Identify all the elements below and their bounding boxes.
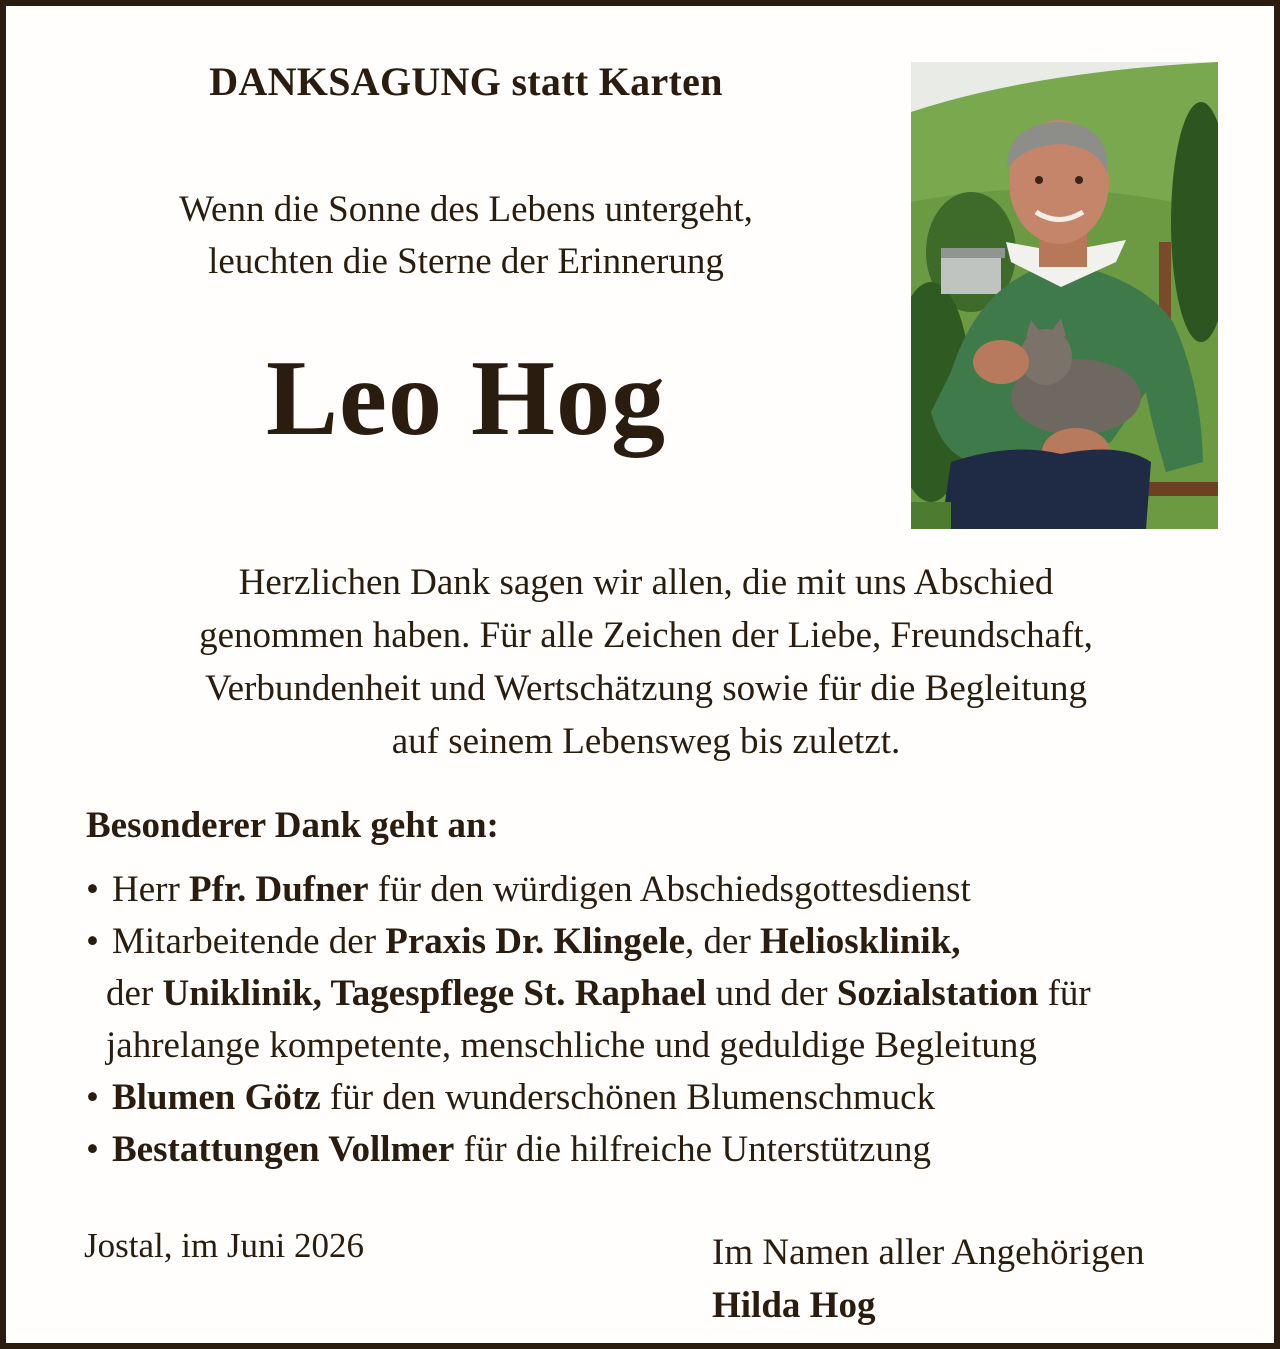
signer-name: Hilda Hog	[712, 1285, 876, 1326]
item-text: ,	[951, 921, 961, 962]
item-text: jahrelange kompetente, menschliche und geduldige Begleitung	[106, 1025, 1037, 1066]
item-name: Pfr. Dufner	[189, 869, 369, 910]
item-name: Heliosklinik	[760, 921, 952, 962]
signoff-block	[712, 1226, 1145, 1332]
thanks-paragraph	[66, 556, 1226, 768]
list-item	[86, 1072, 1246, 1124]
item-text: ,	[312, 973, 331, 1014]
portrait-photo	[911, 62, 1218, 529]
item-text: für den würdigen Abschiedsgottesdienst	[368, 869, 971, 910]
item-text: für die hilfreiche Unterstützung	[454, 1129, 931, 1170]
item-text: , der	[685, 921, 761, 962]
bullet-icon: •	[86, 869, 99, 910]
bullet-icon: •	[86, 1129, 99, 1170]
notice-heading: DANKSAGUNG statt Karten	[209, 59, 723, 104]
special-thanks-list	[86, 864, 1246, 1176]
thanks-line-1: Herzlichen Dank sagen wir allen, die mit uns Abschied	[238, 562, 1054, 603]
item-name: Uniklinik	[162, 973, 313, 1014]
special-thanks-heading: Besonderer Dank geht an:	[86, 805, 499, 846]
bullet-icon: •	[86, 921, 99, 962]
item-text: Herr	[112, 869, 190, 910]
deceased-name: Leo Hog	[266, 339, 666, 458]
place-date: Jostal, im Juni 2026	[84, 1226, 365, 1265]
thanks-line-4: auf seinem Lebensweg bis zuletzt.	[391, 721, 901, 762]
item-name: Tagespflege St. Raphael	[330, 973, 707, 1014]
list-item-continuation	[86, 1020, 1246, 1072]
quote-line-2: leuchten die Sterne der Erinnerung	[208, 241, 724, 282]
item-text: Mitarbeitende der	[112, 921, 386, 962]
item-name: Praxis Dr. Klingele	[385, 921, 686, 962]
thanks-line-3: Verbundenheit und Wertschätzung sowie für die Begleitung	[204, 668, 1088, 709]
thanks-line-2: genommen haben. Für alle Zeichen der Liebe, Freundschaft,	[199, 615, 1093, 656]
item-text: der	[106, 973, 163, 1014]
bullet-icon: •	[86, 1077, 99, 1118]
list-item	[86, 916, 1246, 968]
item-text: für	[1038, 973, 1091, 1014]
memorial-quote	[66, 184, 866, 288]
item-name: Blumen Götz	[112, 1077, 321, 1118]
quote-line-1: Wenn die Sonne des Lebens untergeht,	[179, 189, 753, 230]
item-text: für den wunderschönen Blumenschmuck	[320, 1077, 936, 1118]
list-item-continuation	[86, 968, 1246, 1020]
list-item	[86, 864, 1246, 916]
list-item	[86, 1124, 1246, 1176]
item-name: Sozialstation	[836, 973, 1039, 1014]
item-text: und der	[706, 973, 837, 1014]
signoff-line: Im Namen aller Angehörigen	[712, 1232, 1145, 1273]
item-name: Bestattungen Vollmer	[112, 1129, 455, 1170]
